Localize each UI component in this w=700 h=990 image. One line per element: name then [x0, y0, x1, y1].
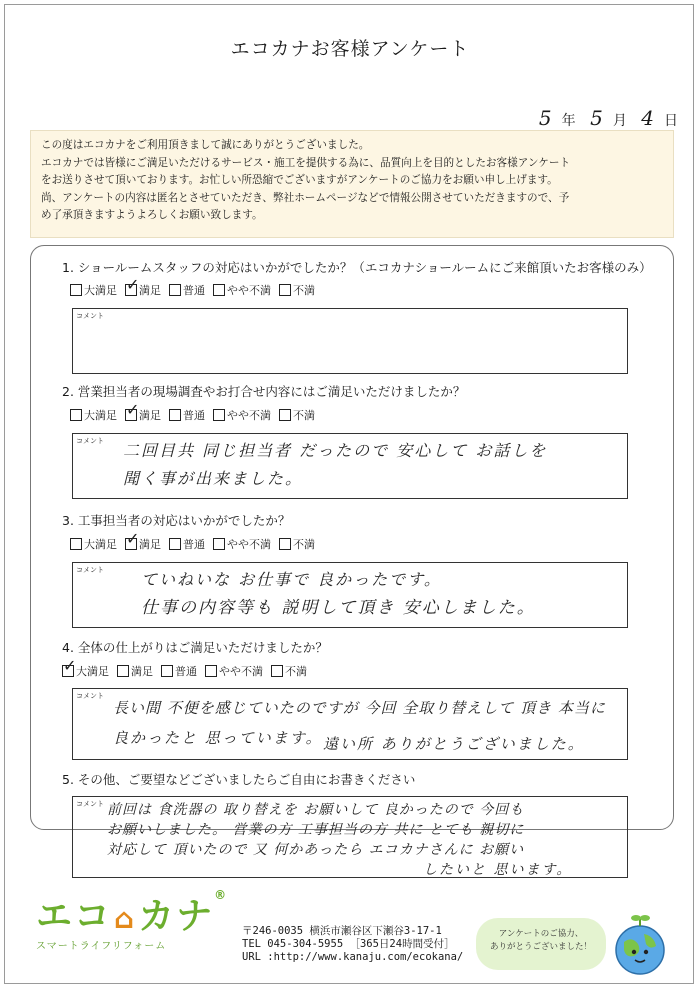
intro-line: め了承頂きますようよろしくお願い致します。: [41, 209, 263, 221]
comment-2-line-1: 二回目共 同じ担当者 だったので 安心して お話しを: [123, 441, 548, 460]
globe-mascot-icon: [606, 912, 676, 982]
checkbox[interactable]: [161, 665, 173, 677]
rating-options-4: [62, 656, 307, 679]
comment-2-line-2: 聞く事が出来ました。: [123, 469, 304, 488]
checkbox[interactable]: [169, 284, 181, 296]
rating-option-label: 満足: [139, 409, 161, 422]
rating-option-label: 不満: [293, 284, 315, 297]
rating-option-label: 普通: [183, 409, 205, 422]
comment-5-line-4: したいと 思います。: [423, 862, 573, 878]
rating-option[interactable]: [70, 407, 117, 423]
rating-option-label: 普通: [183, 284, 205, 297]
rating-option-label: 満足: [139, 538, 161, 551]
comment-4-line-3: 遠い所 ありがとうございました。: [323, 735, 585, 753]
rating-option-label: 大満足: [84, 538, 117, 551]
page-title: エコカナお客様アンケート: [230, 38, 470, 60]
intro-line: 尚、アンケートの内容は匿名とさせていただき、弊社ホームページなどで情報公開させていただきますので、予: [41, 191, 570, 204]
rating-option[interactable]: [62, 656, 109, 679]
rating-option[interactable]: [70, 536, 117, 552]
comment-4-line-2: 良かったと 思っています。: [113, 729, 323, 747]
comment-box-2[interactable]: [72, 433, 628, 499]
checkmark-icon: ✓: [126, 400, 140, 419]
rating-option[interactable]: [117, 663, 153, 679]
question-5: 5. その他、ご要望などございましたらご自由にお書きください: [62, 772, 416, 787]
rating-option-label: やや不満: [227, 284, 271, 297]
checkbox[interactable]: [169, 538, 181, 550]
checkmark-icon: ✓: [126, 275, 140, 294]
rating-option[interactable]: [279, 536, 315, 552]
comment-label: コメント: [76, 437, 104, 445]
logo-tagline: スマートライフリフォーム: [36, 941, 167, 952]
checkbox[interactable]: [70, 409, 82, 421]
comment-3-line-1: ていねいな お仕事で 良かったです。: [141, 570, 442, 589]
comment-5-line-1: 前回は 食洗器の 取り替えを お願いして 良かったので 今回も: [107, 802, 525, 818]
rating-option[interactable]: [125, 275, 161, 298]
comment-label: コメント: [76, 800, 104, 808]
comment-box-3[interactable]: [72, 562, 628, 628]
rating-option[interactable]: [279, 407, 315, 423]
house-icon: ⌂: [114, 902, 137, 935]
comment-5-line-2: お願いしました。 営業の方 工事担当の方 共に とても 親切に: [107, 822, 525, 838]
checkbox[interactable]: [117, 665, 129, 677]
intro-line: をお送りさせて頂いております。お忙しい所恐縮でございますがアンケートのご協力をお願い申し上げます。: [41, 174, 558, 186]
rating-option[interactable]: [161, 663, 197, 679]
date-field: [529, 106, 678, 130]
checkbox[interactable]: [70, 284, 82, 296]
checkbox[interactable]: [279, 284, 291, 296]
rating-option[interactable]: [279, 282, 315, 298]
logo-text-2: カナ: [138, 896, 215, 937]
rating-option[interactable]: [169, 536, 205, 552]
rating-option-label: 普通: [183, 538, 205, 551]
question-4: 4. 全体の仕上がりはご満足いただけましたか？: [62, 640, 328, 655]
comment-box-1[interactable]: [72, 308, 628, 374]
checkbox[interactable]: [205, 665, 217, 677]
rating-option-label: 大満足: [76, 665, 109, 678]
rating-option[interactable]: [213, 282, 271, 298]
checkbox[interactable]: [213, 284, 225, 296]
checkbox[interactable]: [271, 665, 283, 677]
rating-option-label: 大満足: [84, 284, 117, 297]
question-3: 3. 工事担当者の対応はいかがでしたか？: [62, 513, 291, 528]
ecokana-logo: [36, 888, 228, 952]
checkmark-icon: ✓: [63, 656, 77, 675]
comment-label: コメント: [76, 566, 104, 574]
intro-line: エコカナでは皆様にご満足いただけるサービス・施工を提供する為に、品質向上を目的としたお客様アンケート: [41, 156, 571, 169]
rating-options-3: [70, 529, 315, 552]
rating-option[interactable]: [125, 400, 161, 423]
checkbox[interactable]: [279, 409, 291, 421]
date-day: 4: [641, 106, 654, 130]
checkbox[interactable]: [70, 538, 82, 550]
rating-option[interactable]: [205, 663, 263, 679]
comment-label: コメント: [76, 312, 104, 320]
rating-options-1: [70, 275, 315, 298]
year-unit: 年: [561, 113, 576, 129]
rating-option[interactable]: [70, 282, 117, 298]
checkbox[interactable]: [279, 538, 291, 550]
date-month: 5: [590, 106, 603, 130]
address-line: 〒246-0035 横浜市瀬谷区下瀬谷3-17-1: [242, 925, 442, 937]
question-2: 2. 営業担当者の現場調査やお打合せ内容にはご満足いただけましたか？: [62, 384, 466, 399]
bubble-line: ありがとうございました！: [489, 942, 592, 952]
thanks-bubble: [476, 918, 606, 970]
rating-option-label: やや不満: [219, 665, 263, 678]
rating-option[interactable]: [271, 663, 307, 679]
comment-3-line-2: 仕事の内容等も 説明して頂き 安心しました。: [141, 598, 536, 618]
rating-options-2: [70, 400, 315, 423]
checkbox[interactable]: [213, 538, 225, 550]
logo-mark: エコ⌂カナ®: [36, 888, 229, 937]
phone-line: TEL 045-304-5955 ［365日24時間受付］: [242, 938, 455, 950]
rating-option-label: 満足: [139, 284, 161, 297]
comment-label: コメント: [76, 692, 104, 700]
rating-option-label: 不満: [293, 409, 315, 422]
day-unit: 日: [664, 113, 678, 129]
date-year: 5: [538, 106, 552, 130]
checkbox[interactable]: [169, 409, 181, 421]
rating-option-label: 普通: [175, 665, 197, 678]
checkmark-icon: ✓: [126, 529, 140, 548]
rating-option-label: 不満: [293, 538, 315, 551]
rating-option-label: 大満足: [84, 409, 117, 422]
rating-option-label: 不満: [285, 665, 307, 678]
rating-option-label: やや不満: [227, 409, 271, 422]
url-line[interactable]: URL :http://www.kanaju.com/ecokana/: [242, 951, 464, 963]
intro-text: [30, 130, 674, 238]
bubble-line: アンケートのご協力、: [498, 929, 584, 939]
checkbox[interactable]: [213, 409, 225, 421]
month-unit: 月: [612, 113, 627, 129]
comment-box-5[interactable]: [72, 796, 628, 878]
rating-option[interactable]: [169, 407, 205, 423]
rating-option[interactable]: [213, 536, 271, 552]
rating-option[interactable]: [125, 529, 161, 552]
comment-4-line-1: 長い間 不便を感じていたのですが 今回 全取り替えして 頂き 本当に: [113, 699, 606, 717]
comment-box-4[interactable]: [72, 688, 628, 760]
intro-line: この度はエコカナをご利用頂きまして誠にありがとうございました。: [41, 139, 370, 151]
rating-option-label: 満足: [131, 665, 153, 678]
rating-option[interactable]: [169, 282, 205, 298]
logo-text: エコ: [36, 896, 113, 937]
rating-option[interactable]: [213, 407, 271, 423]
rating-option-label: やや不満: [227, 538, 271, 551]
comment-5-line-3: 対応して 頂いたので 又 何かあったら エコカナさんに お願い: [107, 842, 525, 858]
question-1: 1. ショールームスタッフの対応はいかがでしたか？（エコカナショールームにご来館頂いたお客様のみ）: [62, 260, 652, 275]
